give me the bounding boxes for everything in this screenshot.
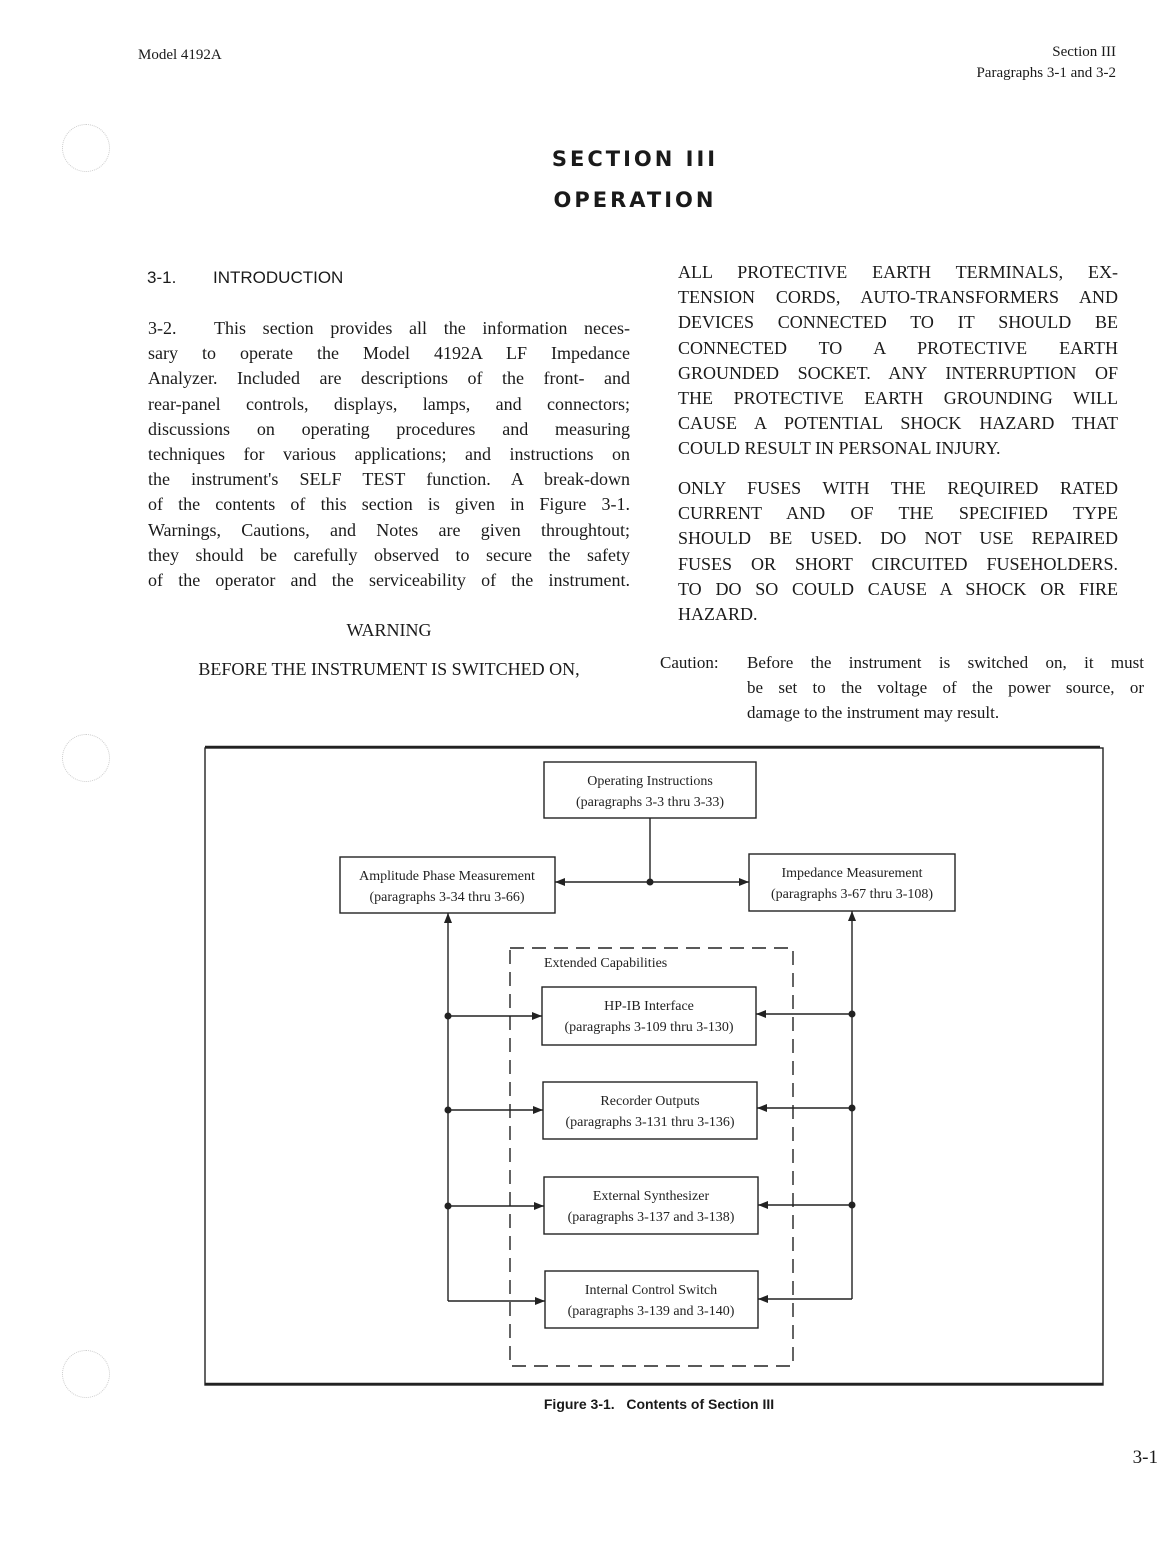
section-title: SECTION III	[551, 147, 719, 171]
section-subtitle: OPERATION	[553, 188, 717, 212]
caution-line: be set to the voltage of the power source, or	[747, 678, 1144, 698]
caution-line: damage to the instrument may result.	[747, 703, 1000, 723]
internal-paragraphs: (paragraphs 3-139 and 3-140)	[567, 1304, 735, 1319]
warning-text-line: ALL PROTECTIVE EARTH TERMINALS, EX-	[678, 262, 1118, 282]
page-number: 3-1	[1132, 1447, 1158, 1468]
caution-label: Caution:	[660, 653, 719, 672]
box-hpib	[542, 987, 756, 1045]
warning-text-line: THE PROTECTIVE EARTH GROUNDING WILL	[678, 388, 1118, 409]
intro-number: 3-1.	[147, 268, 177, 287]
warning-text-line: DEVICES CONNECTED TO IT SHOULD BE	[678, 312, 1118, 333]
warning-text-line: TENSION CORDS, AUTO-TRANSFORMERS AND	[678, 287, 1118, 308]
warning-text-line: CURRENT AND OF THE SPECIFIED TYPE	[678, 503, 1118, 524]
paragraph-line: techniques for various applications; and instructions on	[148, 444, 630, 465]
recorder-title: Recorder Outputs	[600, 1094, 700, 1109]
header-section: Section III	[1052, 44, 1116, 60]
box-impedance	[749, 854, 955, 911]
warning-label: WARNING	[346, 620, 432, 640]
synth-title: External Synthesizer	[592, 1189, 710, 1204]
operating-title: Operating Instructions	[587, 774, 713, 789]
warning-text-line: COULD RESULT IN PERSONAL INJURY.	[678, 438, 1001, 459]
warning-line: BEFORE THE INSTRUMENT IS SWITCHED ON,	[198, 659, 580, 679]
warning-text-line: FUSES OR SHORT CIRCUITED FUSEHOLDERS.	[678, 553, 1118, 574]
internal-title: Internal Control Switch	[584, 1283, 718, 1298]
warning-text-line: TO DO SO COULD CAUSE A SHOCK OR FIRE	[678, 578, 1118, 599]
warning-text-line: HAZARD.	[678, 604, 758, 625]
amplitude-title: Amplitude Phase Measurement	[359, 869, 535, 884]
caution-line: Before the instrument is switched on, it must	[747, 653, 1144, 672]
figure-caption: Figure 3-1. Contents of Section III	[543, 1396, 775, 1412]
paragraph-line: Warnings, Cautions, and Notes are given throughtout;	[148, 519, 630, 540]
impedance-title: Impedance Measurement	[781, 866, 923, 881]
warning-text-line: ONLY FUSES WITH THE REQUIRED RATED	[678, 478, 1118, 498]
amplitude-paragraphs: (paragraphs 3-34 thru 3-66)	[369, 890, 525, 905]
warning-text-line: GROUNDED SOCKET. ANY INTERRUPTION OF	[678, 362, 1118, 383]
impedance-paragraphs: (paragraphs 3-67 thru 3-108)	[770, 887, 934, 902]
paragraph-line: the instrument's SELF TEST function. A break-down	[148, 469, 630, 490]
box-synth	[544, 1177, 758, 1234]
warning-text-line: CONNECTED TO A PROTECTIVE EARTH	[678, 337, 1118, 358]
paragraph-line: of the operator and the serviceability of the instrument.	[148, 570, 630, 591]
paragraph-line: sary to operate the Model 4192A LF Impedance	[148, 343, 630, 364]
box-recorder	[543, 1082, 757, 1139]
operating-paragraphs: (paragraphs 3-3 thru 3-33)	[575, 795, 725, 810]
warning-text-line: SHOULD BE USED. DO NOT USE REPAIRED	[678, 528, 1118, 549]
synth-paragraphs: (paragraphs 3-137 and 3-138)	[567, 1210, 735, 1225]
hpib-title: HP-IB Interface	[604, 999, 694, 1014]
recorder-paragraphs: (paragraphs 3-131 thru 3-136)	[565, 1115, 735, 1130]
hpib-paragraphs: (paragraphs 3-109 thru 3-130)	[564, 1020, 734, 1035]
paragraph-line: Analyzer. Included are descriptions of the front- and	[148, 368, 630, 389]
paragraph-line: rear-panel controls, displays, lamps, and connectors;	[148, 393, 630, 414]
header-model: Model 4192A	[138, 47, 222, 63]
warning-text-line: CAUSE A POTENTIAL SHOCK HAZARD THAT	[678, 413, 1118, 434]
paragraph-number: 3-2.	[148, 318, 177, 338]
paragraph-line: This section provides all the information neces-	[214, 318, 630, 338]
box-internal	[545, 1271, 758, 1328]
header-paragraphs: Paragraphs 3-1 and 3-2	[976, 65, 1116, 81]
paragraph-line: they should be carefully observed to secure the safety	[148, 544, 630, 565]
extended-label: Extended Capabilities	[544, 956, 668, 971]
intro-heading: INTRODUCTION	[213, 268, 344, 287]
paragraph-line: of the contents of this section is given in Figure 3-1.	[148, 494, 630, 515]
paragraph-line: discussions on operating procedures and measuring	[148, 418, 630, 439]
